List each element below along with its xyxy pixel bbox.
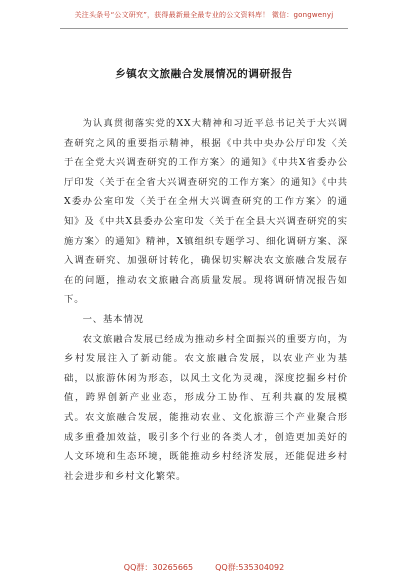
section-heading-basic-situation: 一、基本情况 <box>82 313 144 325</box>
header-banner: 关注头条号“公文研究”，获得最新最全最专业的公文资料库！ 微信：gongwenyj <box>74 11 334 19</box>
footer-qq-group-1: QQ群：30265665 <box>123 563 194 572</box>
document-title: 乡镇农文旅融合发展情况的调研报告 <box>115 68 293 80</box>
header-divider <box>60 28 348 29</box>
document-body <box>64 114 348 486</box>
body-paragraph: 农文旅融合发展已经成为推动乡村全面振兴的重要方向，为乡村发展注入了新动能。农文旅融合发展，以农业产业为基础，以旅游休闲为形态，以风土文化为灵魂，深度挖掘乡村价值，跨界创新产业业态，形成分工协作、互利共赢的发展模式。农文旅融合发展，能推动农业、文化旅游三个产业聚合形成多重叠加效益，吸引多个行业的各类人才，创造更加美好的人文环境和生态环境，既能推动乡村经济发展，还能促进乡村社会进步和乡村文化繁荣。 <box>64 333 348 482</box>
footer <box>0 562 408 573</box>
intro-paragraph: 为认真贯彻落实党的XX大精神和习近平总书记关于大兴调查研究之风的重要指示精神，根据《中共中央办公厅印发〈关于在全党大兴调查研究的工作方案〉的通知》《中共X省委办公厅印发〈关于在全省大兴调查研究的工作方案〉的通知》《中共X委办公室印发〈关于在全州大兴调查研究的工作方案〉的通知》及《中共X县委办公室印发〈关于在全县大兴调查研究的实施方案〉的通知》精神，X镇组织专题学习、细化调研方案、深入调查研究、加强研讨转化，确保切实解决农文旅融合发展存在的问题，推动农文旅融合高质量发展。现将调研情况报告如下。 <box>64 118 348 306</box>
footer-qq-group-2: QQ群:535304092 <box>215 563 285 572</box>
